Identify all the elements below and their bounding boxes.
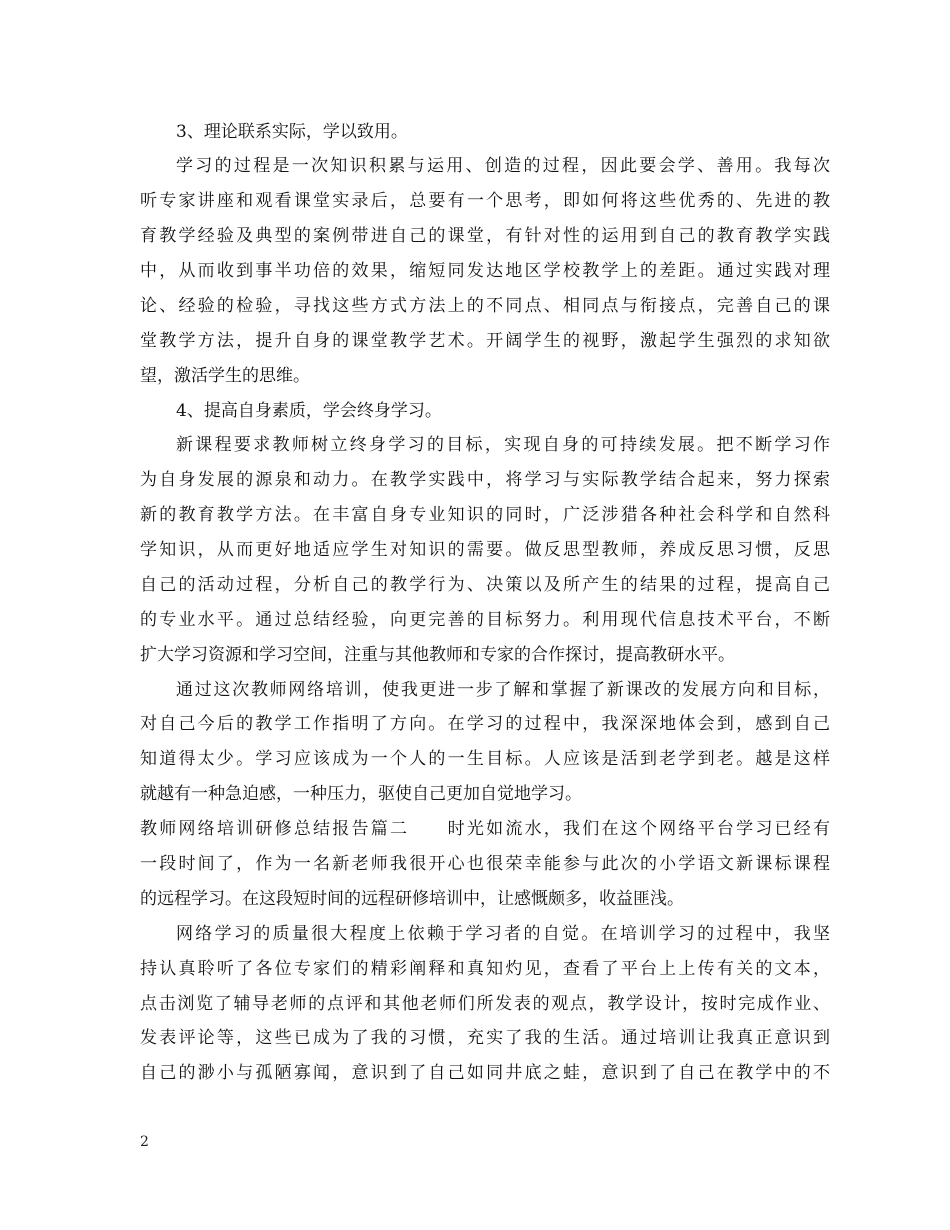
paragraph-line: 听专家讲座和观看课堂实录后，总要有一个思考，即如何将这些优秀的、先进的教 bbox=[140, 191, 830, 211]
paragraph-line: 中，从而收到事半功倍的效果，缩短同发达地区学校教学上的差距。通过实践对理 bbox=[140, 261, 830, 281]
paragraph-line: 学知识，从而更好地适应学生对知识的需要。做反思型教师，养成反思习惯，反思 bbox=[140, 540, 830, 560]
paragraph-line: 新的教育教学方法。在丰富自身专业知识的同时，广泛涉猎各种社会科学和自然科 bbox=[140, 505, 830, 525]
section-heading-3: 3、理论联系实际，学以致用。 bbox=[176, 122, 408, 142]
paragraph-line: 学习的过程是一次知识积累与运用、创造的过程，因此要会学、善用。我每次 bbox=[176, 156, 830, 176]
paragraph-line: 育教学经验及典型的案例带进自己的课堂，有针对性的运用到自己的教育教学实践 bbox=[140, 226, 830, 246]
section-title-line: 教师网络培训研修总结报告篇二 时光如流水，我们在这个网络平台学习已经有 bbox=[140, 819, 830, 839]
paragraph-line: 论、经验的检验，寻找这些方式方法上的不同点、相同点与衔接点，完善自己的课 bbox=[140, 296, 830, 316]
paragraph-line: 堂教学方法，提升自身的课堂教学艺术。开阔学生的视野，激起学生强烈的求知欲 bbox=[140, 331, 830, 351]
paragraph-line: 发表评论等，这些已成为了我的习惯，充实了我的生活。通过培训让我真正意识到 bbox=[140, 1028, 830, 1048]
section-heading-4: 4、提高自身素质，学会终身学习。 bbox=[176, 401, 442, 421]
paragraph-line: 自己的渺小与孤陋寡闻，意识到了自己如同井底之蛙，意识到了自己在教学中的不 bbox=[140, 1063, 830, 1083]
paragraph-line: 就越有一种急迫感，一种压力，驱使自己更加自觉地学习。 bbox=[140, 784, 582, 804]
paragraph-line: 的专业水平。通过总结经验，向更完善的目标努力。利用现代信息技术平台，不断 bbox=[140, 610, 830, 630]
paragraph-line: 点击浏览了辅导老师的点评和其他老师们所发表的观点，教学设计，按时完成作业、 bbox=[140, 994, 830, 1014]
paragraph-line: 的远程学习。在这段短时间的远程研修培训中，让感慨颇多，收益匪浅。 bbox=[140, 889, 684, 909]
paragraph-line: 一段时间了，作为一名新老师我很开心也很荣幸能参与此次的小学语文新课标课程 bbox=[140, 854, 830, 874]
paragraph-line: 对自己今后的教学工作指明了方向。在学习的过程中，我深深地体会到，感到自己 bbox=[140, 714, 830, 734]
paragraph-line: 网络学习的质量很大程度上依赖于学习者的自觉。在培训学习的过程中，我坚 bbox=[176, 924, 830, 944]
paragraph-line: 持认真聆听了各位专家们的精彩阐释和真知灼见，查看了平台上上传有关的文本， bbox=[140, 959, 830, 979]
paragraph-line: 新课程要求教师树立终身学习的目标，实现自身的可持续发展。把不断学习作 bbox=[176, 435, 830, 455]
paragraph-line: 为自身发展的源泉和动力。在教学实践中，将学习与实际教学结合起来，努力探索 bbox=[140, 470, 830, 490]
paragraph-line: 扩大学习资源和学习空间，注重与其他教师和专家的合作探讨，提高教研水平。 bbox=[140, 645, 735, 665]
paragraph-line: 知道得太少。学习应该成为一个人的一生目标。人应该是活到老学到老。越是这样 bbox=[140, 749, 830, 769]
paragraph-line: 自己的活动过程，分析自己的教学行为、决策以及所产生的结果的过程，提高自己 bbox=[140, 575, 830, 595]
paragraph-line: 通过这次教师网络培训，使我更进一步了解和掌握了新课改的发展方向和目标， bbox=[176, 680, 830, 700]
paragraph-line: 望，激活学生的思维。 bbox=[140, 366, 310, 386]
page-number: 2 bbox=[140, 1134, 149, 1150]
